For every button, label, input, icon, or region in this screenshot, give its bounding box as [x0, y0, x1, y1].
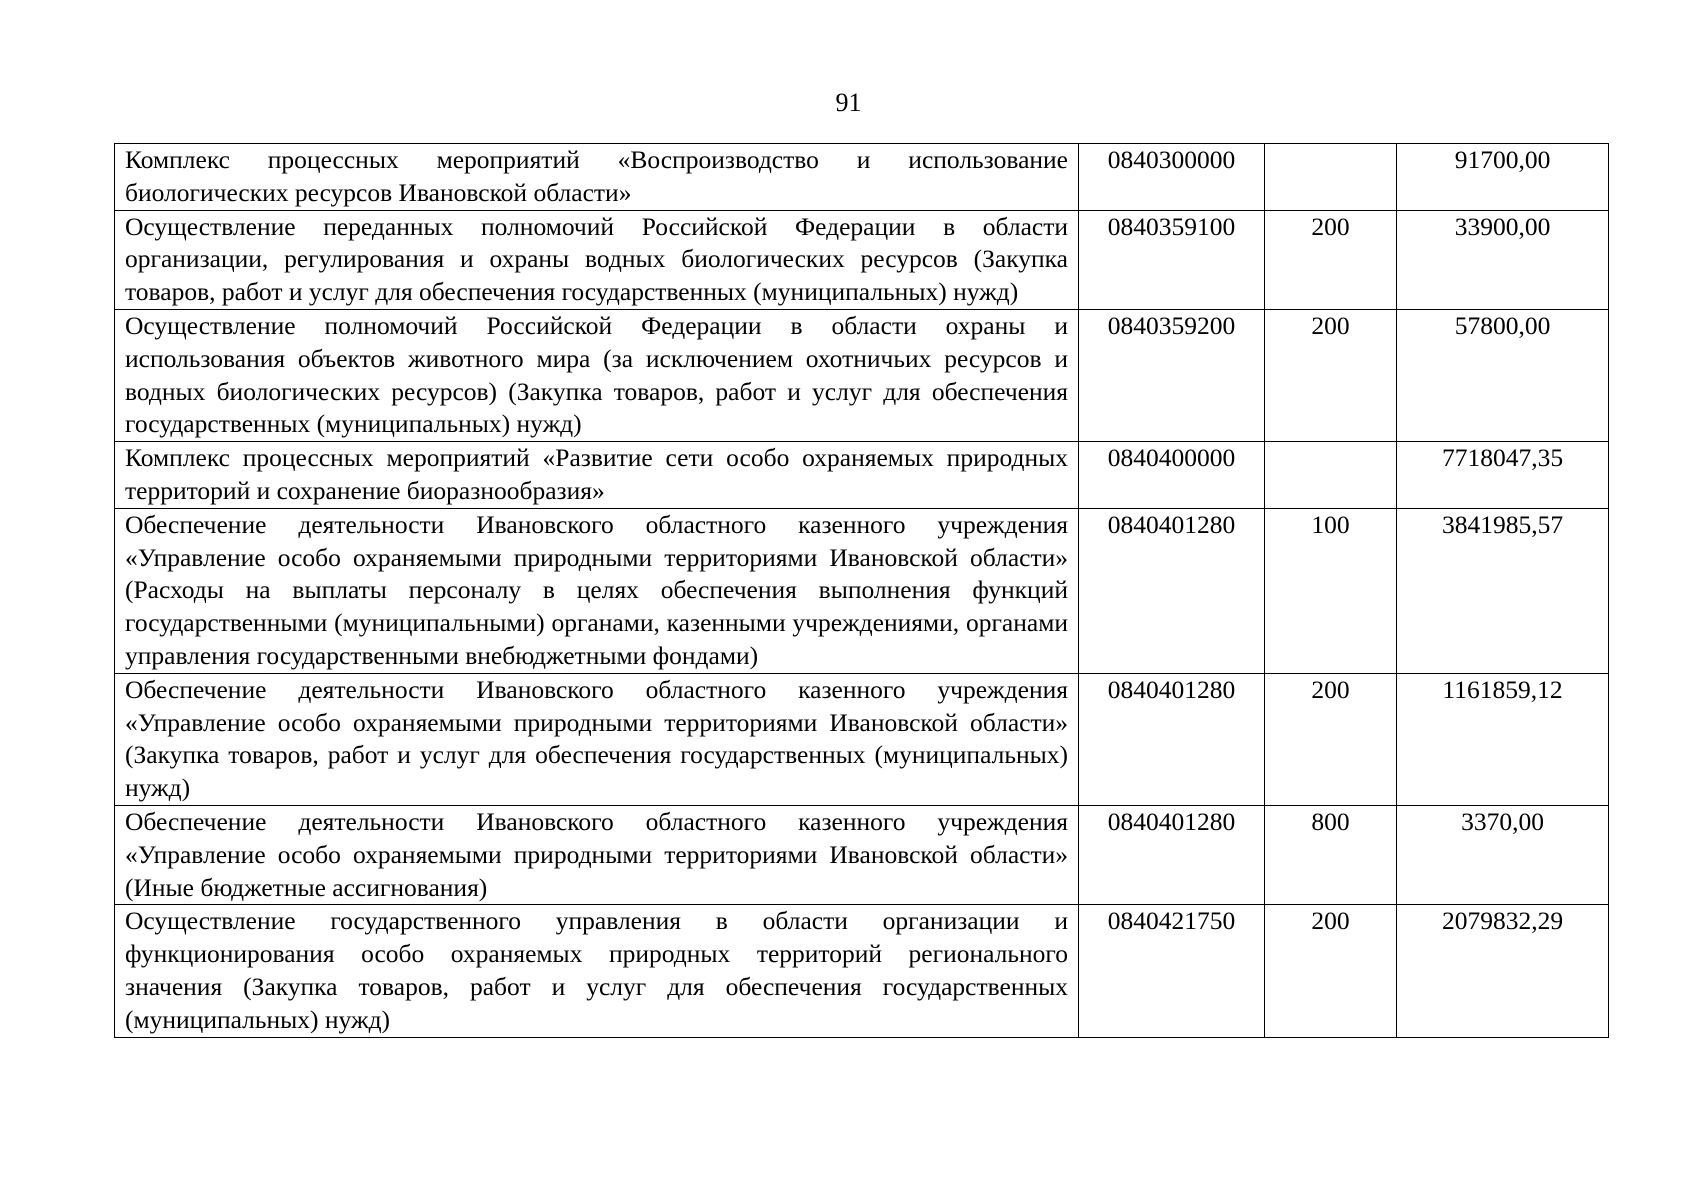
table-row	[115, 805, 1609, 904]
row-expense-type: 200	[1265, 673, 1397, 805]
row-description: Осуществление государственного управления в области организации и функционирования особо охраняемых природных территорий регионального значения (Закупка товаров, работ и услуг для обеспечения государственных (муниципальных) нужд)	[115, 905, 1079, 1037]
row-expense-type	[1265, 442, 1397, 509]
row-amount: 3841985,57	[1397, 508, 1609, 673]
row-target-code: 0840401280	[1079, 508, 1265, 673]
row-expense-type: 800	[1265, 805, 1397, 904]
row-amount: 1161859,12	[1397, 673, 1609, 805]
row-description: Осуществление полномочий Российской Федерации в области охраны и использования объектов животного мира (за исключением охотничьих ресурсов и водных биологических ресурсов) (Закупка товаров, работ и услуг для обеспечения государственных (муниципальных) нужд)	[115, 309, 1079, 441]
row-target-code: 0840401280	[1079, 673, 1265, 805]
budget-table-body	[115, 144, 1609, 1038]
row-target-code: 0840359200	[1079, 309, 1265, 441]
row-target-code: 0840400000	[1079, 442, 1265, 509]
table-row	[115, 508, 1609, 673]
row-expense-type: 200	[1265, 309, 1397, 441]
row-target-code: 0840401280	[1079, 805, 1265, 904]
row-amount: 3370,00	[1397, 805, 1609, 904]
page-number: 91	[835, 88, 862, 117]
row-amount: 7718047,35	[1397, 442, 1609, 509]
row-expense-type	[1265, 144, 1397, 211]
table-row	[115, 144, 1609, 211]
row-amount: 57800,00	[1397, 309, 1609, 441]
row-expense-type: 100	[1265, 508, 1397, 673]
table-row	[115, 210, 1609, 309]
row-description: Осуществление переданных полномочий Российской Федерации в области организации, регулирования и охраны водных биологических ресурсов (Закупка товаров, работ и услуг для обеспечения государственных (муниципальных) нужд)	[115, 210, 1079, 309]
row-amount: 33900,00	[1397, 210, 1609, 309]
table-row	[115, 673, 1609, 805]
row-description: Комплекс процессных мероприятий «Воспроизводство и использование биологических ресурсов Ивановской области»	[115, 144, 1079, 211]
budget-table	[114, 143, 1609, 1038]
row-target-code: 0840421750	[1079, 905, 1265, 1037]
row-amount: 2079832,29	[1397, 905, 1609, 1037]
row-target-code: 0840300000	[1079, 144, 1265, 211]
row-description: Обеспечение деятельности Ивановского областного казенного учреждения «Управление особо охраняемыми природными территориями Ивановской области» (Расходы на выплаты персоналу в целях обеспечения выполнения функций государственными (муниципальными) органами, казенными учреждениями, органами управления государственными внебюджетными фондами)	[115, 508, 1079, 673]
row-expense-type: 200	[1265, 905, 1397, 1037]
table-row	[115, 309, 1609, 441]
table-row	[115, 905, 1609, 1037]
table-row	[115, 442, 1609, 509]
row-description: Обеспечение деятельности Ивановского областного казенного учреждения «Управление особо охраняемыми природными территориями Ивановской области» (Иные бюджетные ассигнования)	[115, 805, 1079, 904]
row-description: Обеспечение деятельности Ивановского областного казенного учреждения «Управление особо охраняемыми природными территориями Ивановской области» (Закупка товаров, работ и услуг для обеспечения государственных (муниципальных) нужд)	[115, 673, 1079, 805]
row-amount: 91700,00	[1397, 144, 1609, 211]
row-description: Комплекс процессных мероприятий «Развитие сети особо охраняемых природных территорий и сохранение биоразнообразия»	[115, 442, 1079, 509]
row-expense-type: 200	[1265, 210, 1397, 309]
row-target-code: 0840359100	[1079, 210, 1265, 309]
